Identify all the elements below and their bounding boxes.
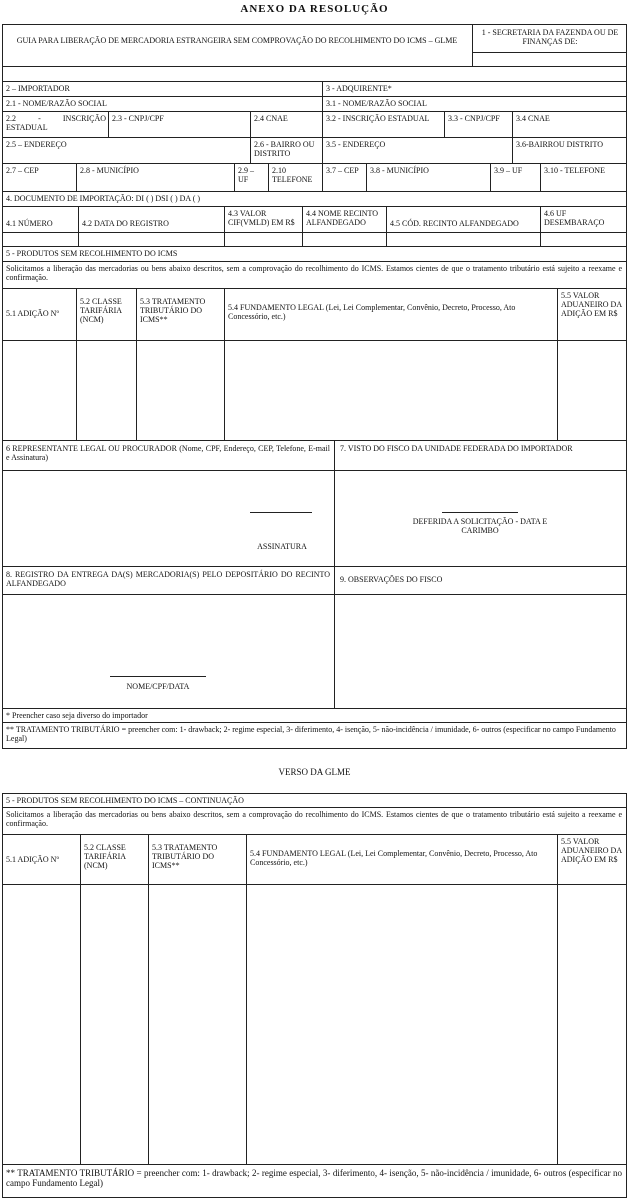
- produtos-col-tratamento: 5.3 TRATAMENTO TRIBUTÁRIO DO ICMS**: [140, 297, 206, 325]
- verso-col-adicao: 5.1 ADIÇÃO Nº: [6, 855, 59, 864]
- visto-title: 7. VISTO DO FISCO DA UNIDADE FEDERADA DO IMPORTADOR: [340, 444, 573, 453]
- importador-endereco-field[interactable]: 2.5 – ENDEREÇO: [6, 140, 67, 149]
- registro-title: 8. REGISTRO DA ENTREGA DA(S) MERCADORIA(S) PELO DEPOSITÁRIO DO RECINTO ALFANDEGADO: [6, 570, 330, 589]
- adquirente-bairro-field[interactable]: 3.6-BAIRROU DISTRITO: [516, 140, 603, 149]
- adquirente-uf-field[interactable]: 3.9 – UF: [494, 166, 523, 175]
- importador-title: 2 – IMPORTADOR: [6, 84, 70, 93]
- adquirente-inscricao-field[interactable]: 3.2 - INSCRIÇÃO ESTADUAL: [326, 114, 430, 123]
- verso-footnote: ** TRATAMENTO TRIBUTÁRIO = preencher com: 1- drawback; 2- regime especial, 3- diferimento, 4- isenção, 5- não-incidência / imunidade, 6- outros (especificar no campo Fundamento Legal): [6, 1168, 622, 1189]
- importador-uf-field[interactable]: 2.9 – UF: [238, 166, 254, 185]
- produtos-title: 5 - PRODUTOS SEM RECOLHIMENTO DO ICMS: [6, 249, 178, 258]
- importador-municipio-field[interactable]: 2.8 - MUNICÍPIO: [80, 166, 139, 175]
- verso-col-tratamento: 5.3 TRATAMENTO TRIBUTÁRIO DO ICMS**: [152, 843, 218, 871]
- produtos-col-adicao: 5.1 ADIÇÃO Nº: [6, 309, 59, 318]
- adquirente-telefone-field[interactable]: 3.10 - TELEFONE: [544, 166, 605, 175]
- adquirente-nome-field[interactable]: 3.1 - NOME/RAZÃO SOCIAL: [326, 99, 427, 108]
- adquirente-municipio-field[interactable]: 3.8 - MUNICÍPIO: [370, 166, 429, 175]
- importador-cnpj-field[interactable]: 2.3 - CNPJ/CPF: [112, 114, 164, 123]
- documento-numero-field[interactable]: 4.1 NÚMERO: [6, 219, 53, 228]
- documento-cod-recinto-field[interactable]: 4.5 CÓD. RECINTO ALFANDEGADO: [390, 219, 519, 228]
- importador-cnae-field[interactable]: 2.4 CNAE: [254, 114, 288, 123]
- importador-telefone-field[interactable]: 2.10 TELEFONE: [272, 166, 313, 185]
- adquirente-cnae-field[interactable]: 3.4 CNAE: [516, 114, 550, 123]
- observacoes-title: 9. OBSERVAÇÕES DO FISCO: [340, 575, 443, 584]
- deferida-label: DEFERIDA A SOLICITAÇÃO - DATA E CARIMBO: [412, 517, 548, 536]
- produtos-col-valor: 5.5 VALOR ADUANEIRO DA ADIÇÃO EM R$: [561, 291, 622, 319]
- produtos-col-fundamento: 5.4 FUNDAMENTO LEGAL (Lei, Lei Complementar, Convênio, Decreto, Processo, Ato Concessório, etc.): [228, 303, 516, 322]
- documento-valor-field[interactable]: 4.3 VALOR CIF(VMLD) EM R$: [228, 209, 295, 228]
- footnote-tratamento: ** TRATAMENTO TRIBUTÁRIO = preencher com: 1- drawback; 2- regime especial, 3- diferimento, 4- isenção, 5- não-incidência / imunidade, 6- outros (especificar no campo Fundamento Legal): [6, 725, 616, 744]
- produtos-statement: Solicitamos a liberação das mercadorias ou bens abaixo descritos, sem a comprovação do recolhimento do ICMS. Estamos cientes de que o tratamento tributário está sujeito a reexame e confirmação.: [6, 264, 622, 283]
- verso-col-valor: 5.5 VALOR ADUANEIRO DA ADIÇÃO EM R$: [561, 837, 622, 865]
- footnote-adquirente: * Preencher caso seja diverso do importador: [6, 711, 148, 720]
- nome-cpf-data-label: NOME/CPF/DATA: [126, 682, 190, 691]
- importador-bairro-field[interactable]: 2.6 - BAIRRO OU DISTRITO: [254, 140, 315, 159]
- verso-title: VERSO DA GLME: [278, 767, 351, 777]
- secretaria-field[interactable]: 1 - SECRETARIA DA FAZENDA OU DE FINANÇAS DE:: [481, 28, 619, 47]
- adquirente-title: 3 - ADQUIRENTE*: [326, 84, 392, 93]
- adquirente-cep-field[interactable]: 3.7 – CEP: [326, 166, 359, 175]
- importador-inscricao-field[interactable]: 2.2 - INSCRIÇÃO ESTADUAL: [6, 114, 106, 133]
- assinatura-label: ASSINATURA: [257, 542, 307, 551]
- form-header-title: GUIA PARA LIBERAÇÃO DE MERCADORIA ESTRANGEIRA SEM COMPROVAÇÃO DO RECOLHIMENTO DO ICMS – GLME: [16, 36, 458, 45]
- verso-col-fundamento: 5.4 FUNDAMENTO LEGAL (Lei, Lei Complementar, Convênio, Decreto, Processo, Ato Concessório, etc.): [250, 849, 538, 868]
- documento-data-field[interactable]: 4.2 DATA DO REGISTRO: [82, 219, 169, 228]
- page-title: ANEXO DA RESOLUÇÃO: [240, 3, 389, 15]
- adquirente-cnpj-field[interactable]: 3.3 - CNPJ/CPF: [448, 114, 500, 123]
- verso-section-title: 5 - PRODUTOS SEM RECOLHIMENTO DO ICMS – CONTINUAÇÃO: [6, 796, 244, 805]
- importador-cep-field[interactable]: 2.7 – CEP: [6, 166, 39, 175]
- produtos-col-classe: 5.2 CLASSE TARIFÁRIA (NCM): [80, 297, 122, 325]
- representante-title: 6 REPRESENTANTE LEGAL OU PROCURADOR (Nome, CPF, Endereço, CEP, Telefone, E-mail e Assinatura): [6, 444, 330, 463]
- verso-col-classe: 5.2 CLASSE TARIFÁRIA (NCM): [84, 843, 126, 871]
- importador-nome-field[interactable]: 2.1 - NOME/RAZÃO SOCIAL: [6, 99, 107, 108]
- documento-title: 4. DOCUMENTO DE IMPORTAÇÃO: DI ( ) DSI ( ) DA ( ): [6, 194, 201, 203]
- verso-statement: Solicitamos a liberação das mercadorias ou bens abaixo descritos, sem a comprovação do recolhimento do ICMS. Estamos cientes de que o tratamento tributário está sujeito a reexame e confirmação.: [6, 810, 622, 829]
- adquirente-endereco-field[interactable]: 3.5 - ENDEREÇO: [326, 140, 386, 149]
- documento-uf-field[interactable]: 4.6 UF DESEMBARAÇO: [544, 209, 605, 228]
- documento-recinto-field[interactable]: 4.4 NOME RECINTO ALFANDEGADO: [306, 209, 379, 228]
